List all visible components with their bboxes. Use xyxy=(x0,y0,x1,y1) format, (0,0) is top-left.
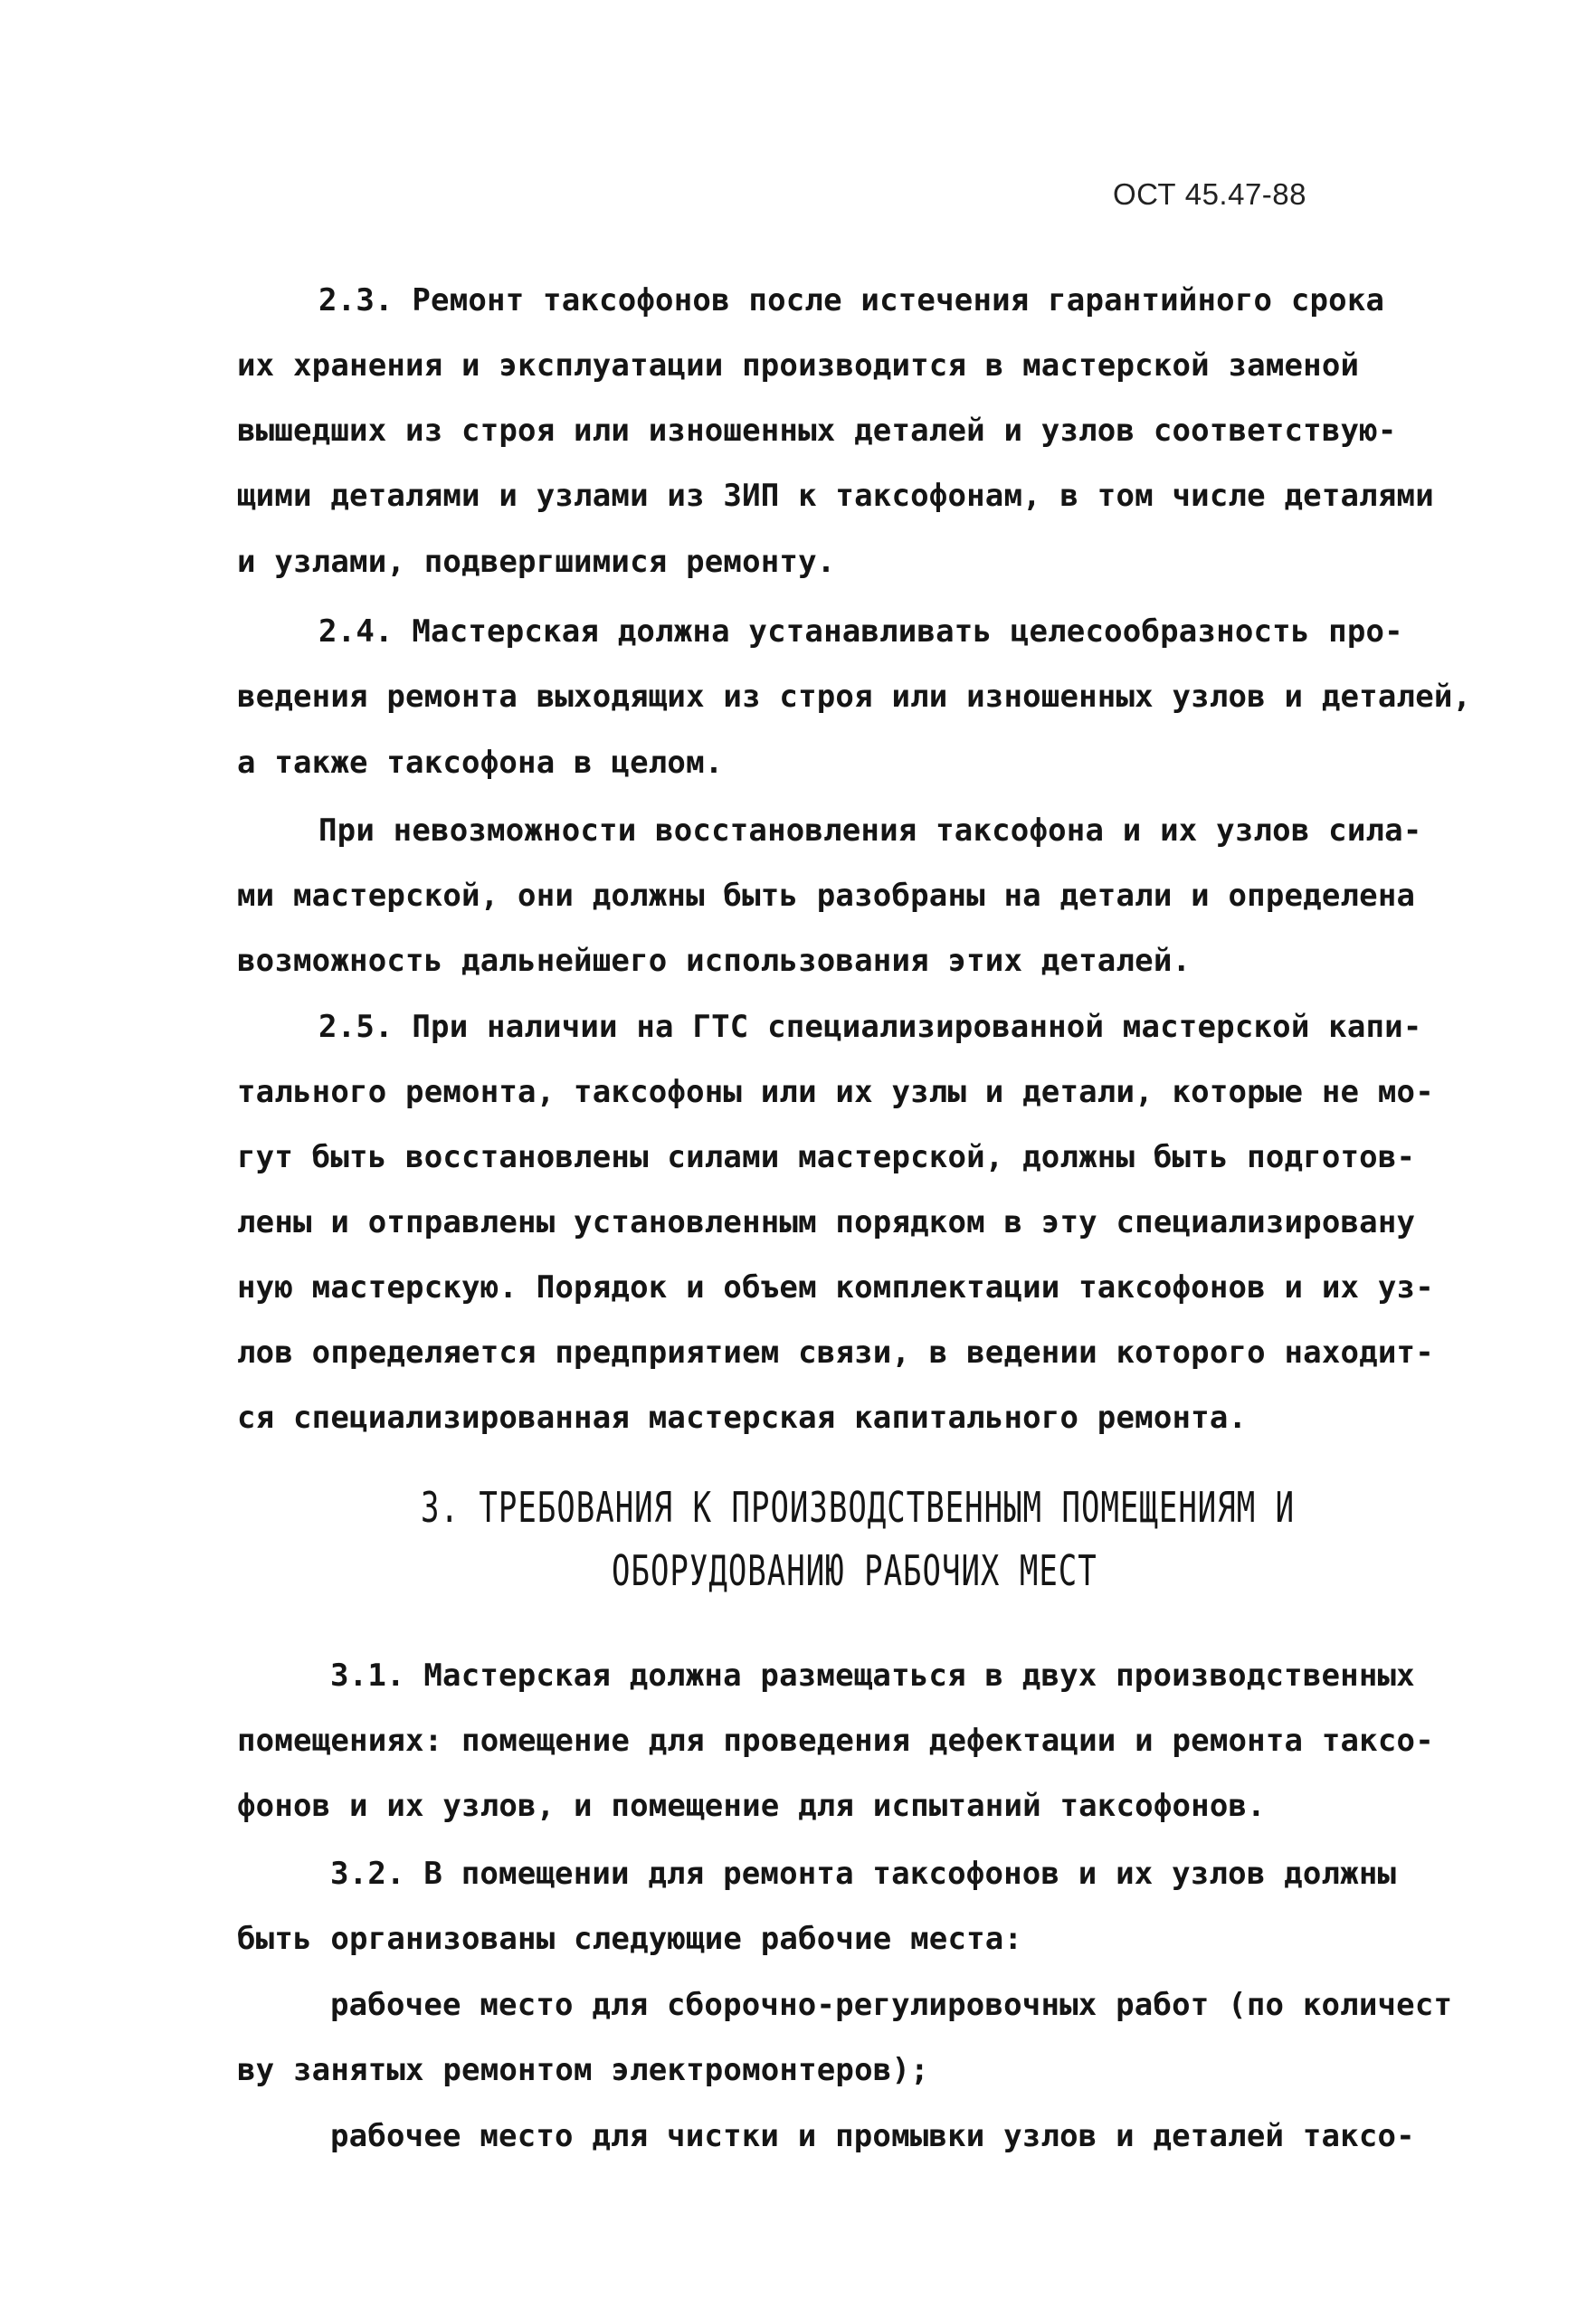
text-line: гут быть восстановлены силами мастерской, должны быть подготов- xyxy=(237,1139,1416,1175)
text-line: помещениях: помещение для проведения дефектации и ремонта таксо- xyxy=(237,1723,1434,1759)
text-line: а также таксофона в целом. xyxy=(237,745,724,781)
text-line: вышедших из строя или изношенных деталей и узлов соответствую- xyxy=(237,413,1397,449)
document-code: ОСТ 45.47-88 xyxy=(1113,177,1307,211)
section-title-line-1: 3. ТРЕБОВАНИЯ К ПРОИЗВОДСТВЕННЫМ ПОМЕЩЕНИЯМ И xyxy=(421,1484,1296,1533)
text-line: щими деталями и узлами из ЗИП к таксофонам, в том числе деталями xyxy=(237,478,1434,514)
text-line: ву занятых ремонтом электромонтеров); xyxy=(237,2052,929,2088)
text-line: лов определяется предприятием связи, в ведении которого находит- xyxy=(237,1335,1434,1371)
section-title-line-2: ОБОРУДОВАНИЮ РАБОЧИХ МЕСТ xyxy=(612,1547,1097,1596)
text-line: ведения ремонта выходящих из строя или изношенных узлов и деталей, xyxy=(237,679,1472,715)
text-line: рабочее место для сборочно-регулировочных работ (по количест xyxy=(330,1987,1453,2023)
text-line: быть организованы следующие рабочие места: xyxy=(237,1921,1023,1957)
text-line: 3.2. В помещении для ремонта таксофонов и их узлов должны xyxy=(330,1856,1397,1892)
text-line: 3.1. Мастерская должна размещаться в двух производственных xyxy=(330,1658,1415,1694)
text-line: ми мастерской, они должны быть разобраны на детали и определена xyxy=(237,878,1416,914)
text-line: тального ремонта, таксофоны или их узлы и детали, которые не мо- xyxy=(237,1074,1434,1110)
text-line: При невозможности восстановления таксофона и их узлов сила- xyxy=(318,812,1422,849)
text-line: лены и отправлены установленным порядком в эту специализировану xyxy=(237,1204,1416,1240)
text-line: и узлами, подвергшимися ремонту. xyxy=(237,544,836,580)
text-line: их хранения и эксплуатации производится в мастерской заменой xyxy=(237,347,1360,384)
text-line: 2.4. Мастерская должна устанавливать целесообразность про- xyxy=(318,613,1403,650)
text-line: ся специализированная мастерская капитального ремонта. xyxy=(237,1400,1248,1436)
text-line: фонов и их узлов, и помещение для испытаний таксофонов. xyxy=(237,1788,1266,1824)
text-line: 2.3. Ремонт таксофонов после истечения гарантийного срока xyxy=(318,282,1385,318)
text-line: 2.5. При наличии на ГТС специализированной мастерской капи- xyxy=(318,1009,1422,1045)
text-line: ную мастерскую. Порядок и объем комплектации таксофонов и их уз- xyxy=(237,1269,1434,1306)
text-line: рабочее место для чистки и промывки узлов и деталей таксо- xyxy=(330,2118,1415,2154)
text-line: возможность дальнейшего использования этих деталей. xyxy=(237,943,1192,979)
